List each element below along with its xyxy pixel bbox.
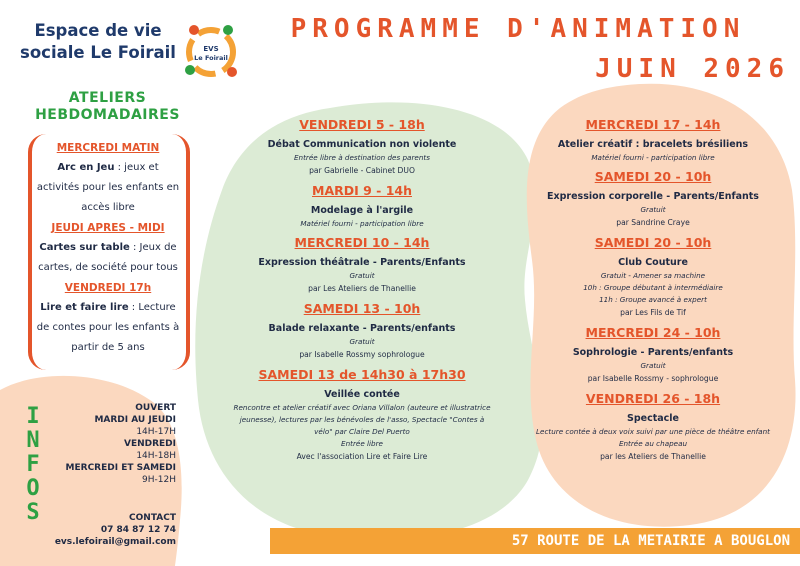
event-host: par Les Fils de Tif: [620, 308, 686, 317]
event-date: MARDI 9 - 14h: [312, 183, 412, 198]
event-title: Modelage à l'argile: [310, 205, 414, 216]
workshop-item: [36, 218, 180, 278]
event-title: Sophrologie - Parents/enfants: [572, 347, 734, 358]
event-note: Gratuit: [349, 337, 375, 346]
event-item: [232, 116, 492, 178]
infos-letter: I: [26, 404, 40, 429]
event-note: Lecture contée à deux voix suivi par une pièce de théâtre enfant: [536, 427, 770, 436]
event-title: Expression corporelle - Parents/Enfants: [547, 191, 759, 202]
event-date: SAMEDI 20 - 10h: [594, 235, 712, 250]
opening-hours: [52, 402, 176, 486]
evs-logo: [182, 20, 240, 82]
event-item: [528, 116, 778, 164]
hours-days: MARDI AU JEUDI: [94, 415, 176, 425]
hours-days: VENDREDI: [123, 439, 176, 449]
event-item: [232, 234, 492, 296]
open-label: OUVERT: [135, 403, 176, 413]
event-date: SAMEDI 20 - 10h: [594, 169, 712, 184]
event-date: MERCREDI 17 - 14h: [585, 117, 721, 132]
event-note: Rencontre et atelier créatif avec Oriana Villalon (auteure et illustratrice jeunesse), lectures par les bénévoles de l'asso, Spectacle "Contes à vélo" par Claire Del Puerto: [233, 403, 491, 436]
workshop-item: [36, 278, 180, 358]
contact-email[interactable]: evs.lefoirail@gmail.com: [54, 537, 176, 547]
event-title: Spectacle: [627, 413, 679, 424]
event-title: Débat Communication non violente: [267, 139, 457, 150]
program-title: PROGRAMME D'ANIMATION: [290, 14, 746, 44]
event-date: VENDREDI 26 - 18h: [585, 391, 721, 406]
ateliers-title-line2: HEBDOMADAIRES: [35, 107, 180, 123]
event-item: [232, 300, 492, 362]
contact-block: [52, 512, 176, 548]
event-note: Entrée au chapeau: [618, 439, 688, 448]
program-month: JUIN 2026: [595, 54, 790, 84]
hours-days: MERCREDI ET SAMEDI: [65, 463, 176, 473]
event-item: [528, 324, 778, 386]
workshop-name: Arc en Jeu: [57, 162, 115, 173]
workshop-desc: : Jeux de cartes, de société pour tous: [38, 242, 178, 273]
event-note: 10h : Groupe débutant à intermédiaire: [583, 283, 723, 292]
event-item: [528, 234, 778, 320]
event-note: Gratuit: [640, 205, 666, 214]
infos-letter: F: [26, 452, 40, 477]
event-date: MERCREDI 24 - 10h: [585, 325, 721, 340]
event-date: SAMEDI 13 - 10h: [303, 301, 421, 316]
infos-letter: S: [26, 500, 40, 525]
event-title: Balade relaxante - Parents/enfants: [268, 323, 456, 334]
event-host: par Sandrine Craye: [616, 218, 690, 227]
hours-time: 14H-18H: [136, 451, 176, 461]
event-item: [528, 390, 778, 464]
event-item: [528, 168, 778, 230]
org-name-line2: sociale Le Foirail: [20, 43, 176, 62]
event-host: par Isabelle Rossmy sophrologue: [299, 350, 425, 359]
organization-name: [18, 20, 178, 64]
workshop-desc: : jeux et activités pour les enfants en accès libre: [36, 162, 180, 213]
workshop-name: Lire et faire lire: [40, 302, 129, 313]
event-item: [232, 182, 492, 230]
contact-label: CONTACT: [129, 513, 176, 523]
event-note: Matériel fourni - participation libre: [300, 219, 424, 228]
address-text: 57 ROUTE DE LA METAIRIE A BOUGLON: [511, 533, 790, 549]
event-item: [232, 366, 492, 464]
contact-phone[interactable]: 07 84 87 12 74: [100, 525, 176, 535]
weekly-workshops-list: [36, 138, 180, 358]
event-date: SAMEDI 13 de 14h30 à 17h30: [258, 367, 466, 382]
events-column-right: [528, 112, 778, 464]
weekly-workshops-title: [20, 90, 195, 124]
workshop-day: MERCREDI MATIN: [56, 142, 160, 154]
logo-text-1: EVS: [203, 45, 219, 53]
infos-letter: N: [26, 428, 40, 453]
event-note: Gratuit: [640, 361, 666, 370]
event-host: par Isabelle Rossmy - sophrologue: [587, 374, 719, 383]
infos-vertical-label: [20, 405, 46, 525]
logo-text-2: Le Foirail: [194, 54, 228, 62]
event-title: Expression théâtrale - Parents/Enfants: [258, 257, 466, 268]
workshop-day: VENDREDI 17h: [64, 282, 152, 294]
event-note: Matériel fourni - participation libre: [591, 153, 715, 162]
events-column-middle: [232, 112, 492, 464]
event-title: Veillée contée: [324, 389, 400, 400]
infos-letter: O: [26, 476, 40, 501]
workshop-day: JEUDI APRES - MIDI: [51, 222, 165, 234]
event-date: VENDREDI 5 - 18h: [299, 117, 425, 132]
ateliers-title-line1: ATELIERS: [68, 90, 147, 106]
event-title: Club Couture: [618, 257, 688, 268]
hours-time: 9H-12H: [142, 475, 176, 485]
event-host: par les Ateliers de Thanellie: [600, 452, 706, 461]
event-note: Gratuit: [349, 271, 375, 280]
workshop-desc: : Lecture de contes pour les enfants à partir de 5 ans: [36, 302, 180, 353]
event-note: Gratuit - Amener sa machine: [600, 271, 706, 280]
event-date: MERCREDI 10 - 14h: [294, 235, 430, 250]
event-note: Entrée libre: [341, 439, 383, 448]
event-host: par Les Ateliers de Thanellie: [308, 284, 416, 293]
workshop-item: [36, 138, 180, 218]
event-host: par Gabrielle - Cabinet DUO: [309, 166, 415, 175]
event-note: 11h : Groupe avancé à expert: [599, 295, 707, 304]
hours-time: 14H-17H: [136, 427, 176, 437]
org-name-line1: Espace de vie: [34, 21, 162, 40]
workshop-name: Cartes sur table: [39, 242, 130, 253]
event-title: Atelier créatif : bracelets brésiliens: [557, 139, 749, 150]
event-host: Avec l'association Lire et Faire Lire: [296, 452, 428, 461]
event-note: Entrée libre à destination des parents: [294, 153, 430, 162]
